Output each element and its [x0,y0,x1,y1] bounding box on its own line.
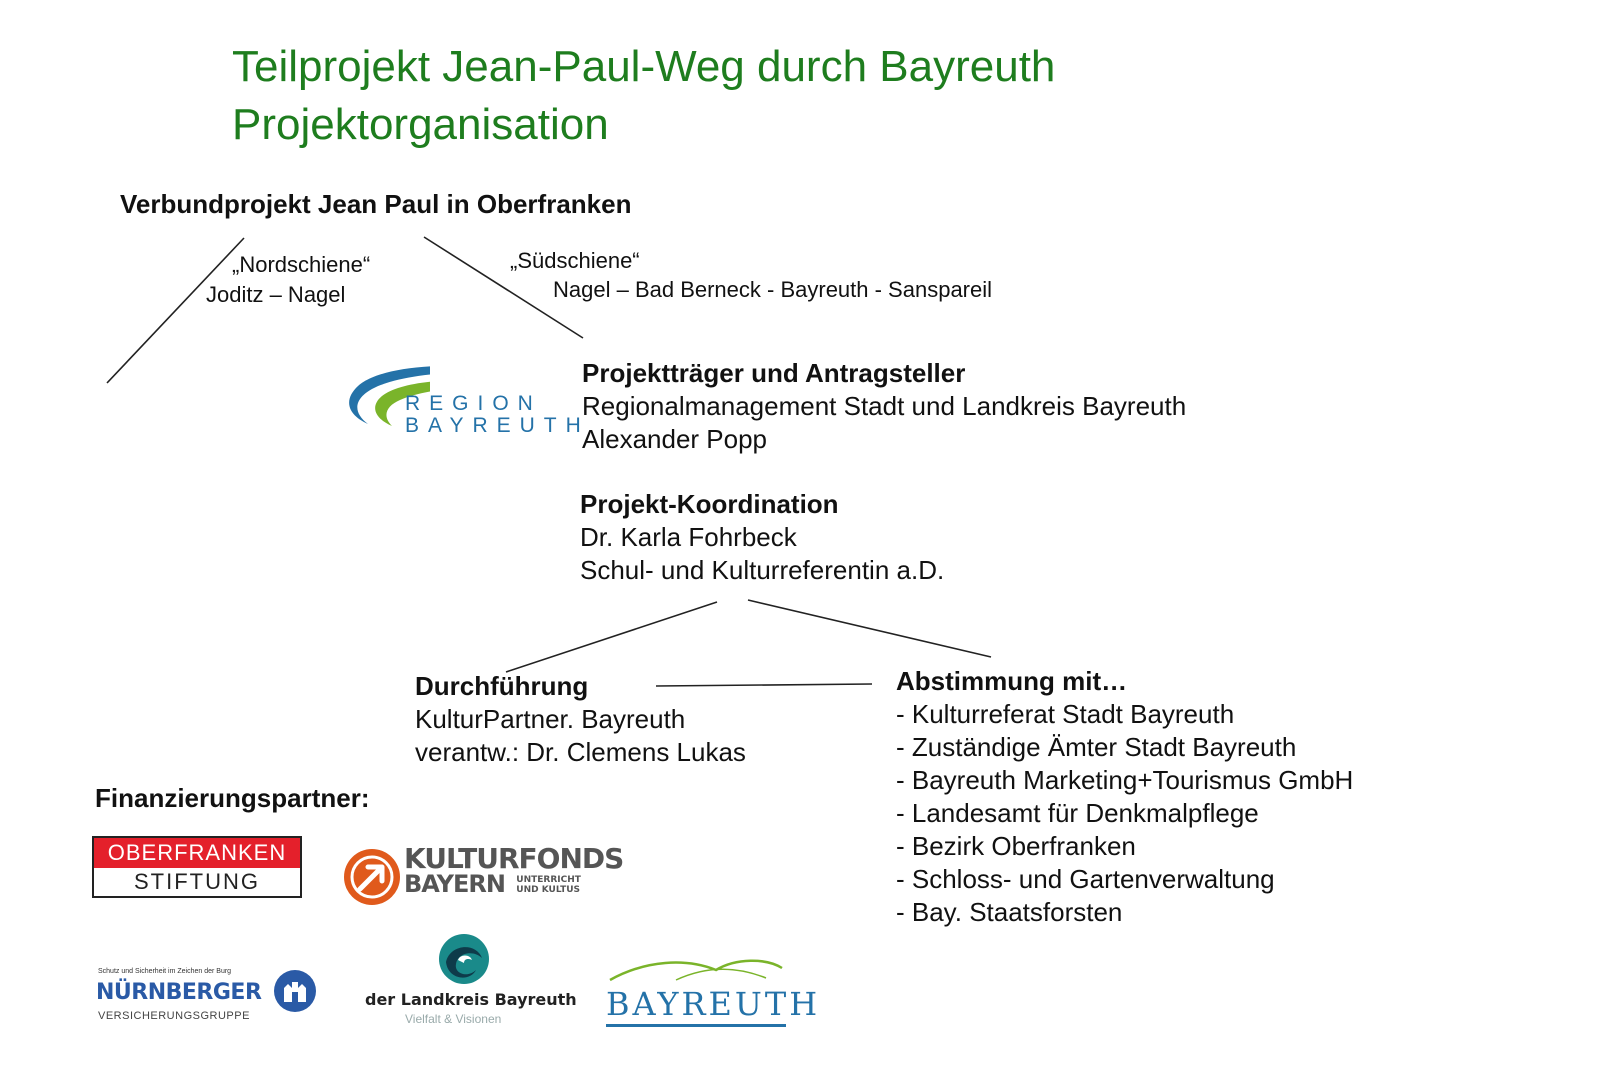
kulturfonds-line2 [404,870,581,898]
nuernberger-sub: VERSICHERUNGSGRUPPE [98,1010,250,1022]
koordination-line1: Dr. Karla Fohrbeck [580,522,797,552]
nordschiene-route: Joditz – Nagel [206,282,346,307]
landkreis-swirl-icon [436,932,492,986]
durchfuehrung-line2: verantw.: Dr. Clemens Lukas [415,737,746,767]
bayreuth-hills-icon [606,950,786,986]
abstimmung-heading: Abstimmung mit… [896,666,1128,696]
oberfranken-logo-top: OBERFRANKEN [94,838,300,868]
nordschiene-label: „Nordschiene“ [232,252,371,277]
durchfuehrung-line1: KulturPartner. Bayreuth [415,704,686,734]
list-item: - Kulturreferat Stadt Bayreuth [896,699,1235,729]
traeger-heading: Projektträger und Antragsteller [582,358,966,388]
kulturfonds-line1: KULTURFONDS [404,842,624,875]
suedschiene-label: „Südschiene“ [510,248,640,273]
page-title-line2: Projektorganisation [232,100,609,149]
landkreis-sub: Vielfalt & Visionen [405,1012,502,1026]
list-item: - Schloss- und Gartenverwaltung [896,864,1275,894]
region-logo-line2: BAYREUTH [405,414,590,437]
landkreis-name: der Landkreis Bayreuth [365,990,577,1009]
koordination-line2: Schul- und Kulturreferentin a.D. [580,555,945,585]
kulturfonds-sub [516,875,581,895]
nuernberger-tagline: Schutz und Sicherheit im Zeichen der Burg [98,968,232,975]
kulturfonds-bayern: BAYERN [404,870,505,898]
abstimmung-list [896,698,1353,929]
nuernberger-castle-icon [272,968,318,1014]
connector-to-abstimmung [748,600,991,657]
oberfranken-logo-bottom: STIFTUNG [134,869,260,894]
verbund-heading: Verbundprojekt Jean Paul in Oberfranken [120,189,632,219]
durchfuehrung-heading: Durchführung [415,671,589,701]
nuernberger-name: NÜRNBERGER [96,980,262,1005]
list-item: - Bezirk Oberfranken [896,831,1136,861]
bayreuth-name: BAYREUTH [606,985,821,1023]
kulturfonds-sub2: UND KULTUS [516,885,581,895]
kulturfonds-arrow-icon [342,847,402,907]
finanzierung-heading: Finanzierungspartner: [95,783,370,813]
list-item: - Landesamt für Denkmalpflege [896,798,1259,828]
bayreuth-underline [606,1024,786,1028]
page-title-line1: Teilprojekt Jean-Paul-Weg durch Bayreuth [232,42,1056,91]
list-item: - Zuständige Ämter Stadt Bayreuth [896,732,1297,762]
connector-nordschiene [107,238,244,383]
connector-to-durchfuehrung [506,602,717,672]
kulturfonds-sub1: UNTERRICHT [516,875,581,885]
traeger-line2: Alexander Popp [582,424,768,454]
oberfranken-stiftung-logo [92,836,302,898]
koordination-heading: Projekt-Koordination [580,489,839,519]
region-logo-line1: REGION [405,392,542,415]
traeger-line1: Regionalmanagement Stadt und Landkreis Bayreuth [582,391,1187,421]
list-item: - Bay. Staatsforsten [896,897,1123,927]
list-item: - Bayreuth Marketing+Tourismus GmbH [896,765,1354,795]
suedschiene-route: Nagel – Bad Berneck - Bayreuth - Sanspareil [553,277,993,302]
connector-durchfuehrung-abstimmung [656,684,872,686]
